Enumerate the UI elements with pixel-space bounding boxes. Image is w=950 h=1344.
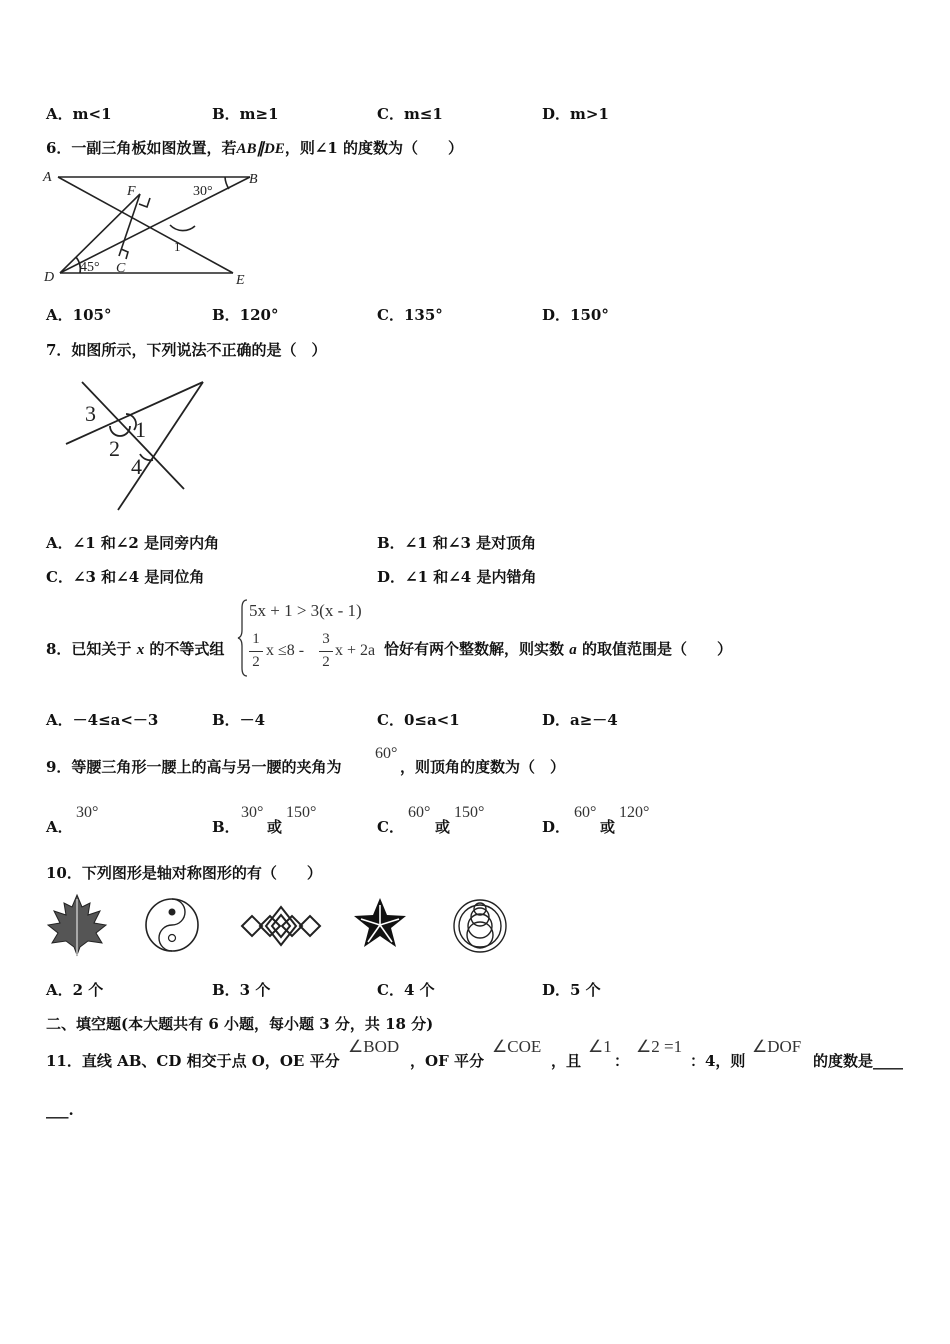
q6-label-b: B [249, 172, 258, 187]
q6-label-45deg: 45° [80, 260, 100, 275]
q9-option-c-value1: 60° [408, 804, 431, 821]
q8-system-brace [238, 598, 248, 678]
q8-eq2-mid: x ≤8 - [266, 642, 305, 659]
q6-label-e: E [236, 273, 245, 288]
q8-frac1-bar [249, 651, 263, 652]
q6-triangle-figure [40, 165, 280, 290]
q11-angle-dof: ∠DOF [752, 1037, 802, 1056]
q5-option-a: A．m<1 [46, 105, 112, 123]
q10-stem: 10．下列图形是轴对称图形的有（ ） [46, 864, 322, 882]
q11-angle-2: ∠2 =1 [636, 1037, 683, 1056]
q6-label-a: A [43, 170, 52, 185]
q11-stem-a: 11．直线 AB、CD 相交于点 O，OE 平分 [46, 1052, 340, 1070]
q6-label-30deg: 30° [193, 184, 213, 199]
q7-label-4: 4 [131, 454, 142, 479]
q9-stem-post: ，则顶角的度数为（ ） [400, 758, 566, 776]
q8-eq1: 5x + 1 > 3(x - 1) [249, 601, 362, 620]
q7-option-b: B．∠1 和∠3 是对顶角 [377, 534, 537, 552]
q7-option-d: D．∠1 和∠4 是内错角 [377, 568, 537, 586]
q8-eq2-end: x + 2a [335, 642, 376, 659]
q8-option-c: C．0≤a<1 [377, 711, 460, 729]
q8-stem-mid: 的不等式组 [149, 640, 225, 658]
q7-label-3: 3 [85, 401, 96, 426]
q8-stem-pre [46, 638, 224, 659]
q7-lines-figure [60, 378, 210, 518]
circles-icon [452, 895, 512, 957]
q8-stem-post-b: 的取值范围是（ ） [581, 640, 732, 658]
q6-label-c: C [116, 261, 126, 276]
q9-option-d-or: 或 [600, 818, 616, 836]
q11-blank-continued: ___. [46, 1101, 74, 1119]
q9-option-a-value: 30° [76, 804, 99, 821]
q5-option-d: D．m>1 [542, 105, 609, 123]
q8-option-d: D．a≥－4 [542, 711, 618, 729]
q9-option-c-letter: C． [377, 818, 404, 836]
q8-stem-post-a: 恰好有两个整数解，则实数 [384, 640, 565, 658]
q9-option-d-value1: 60° [574, 804, 597, 821]
maple-leaf-icon [44, 893, 110, 957]
q8-var-a: a [569, 642, 577, 658]
q8-frac2-bar [319, 651, 333, 652]
q9-option-b-value2: 150° [286, 804, 317, 821]
q8-frac1-den: 2 [252, 654, 260, 670]
q6-label-1: 1 [174, 239, 181, 254]
knot-icon [238, 903, 324, 949]
q6-stem-post: ，则∠1 的度数为（ ） [284, 139, 464, 157]
q6-stem-var: AB∥DE [236, 141, 285, 157]
q8-option-a: A．－4≤a<－3 [46, 711, 159, 729]
q11-angle-bod: ∠BOD [348, 1037, 400, 1056]
q5-option-b: B．m≥1 [212, 105, 279, 123]
q9-option-b-letter: B． [212, 818, 240, 836]
q9-option-d-letter: D． [542, 818, 571, 836]
q11-stem-d: ：4，则 [690, 1052, 746, 1070]
q9-option-c-value2: 150° [454, 804, 485, 821]
q8-stem-post [384, 638, 732, 659]
q9-option-a-letter: A． [46, 818, 73, 836]
q9-option-d-value2: 120° [619, 804, 650, 821]
section2-title: 二、填空题(本大题共有 6 小题，每小题 3 分，共 18 分) [46, 1015, 434, 1033]
q9-option-b-value1: 30° [241, 804, 264, 821]
yin-yang-icon [142, 895, 202, 955]
q8-var-x: x [136, 642, 145, 658]
q8-frac2-den: 2 [322, 654, 330, 670]
q7-option-a: A．∠1 和∠2 是同旁内角 [46, 534, 220, 552]
q6-label-d: D [44, 270, 55, 285]
q6-stem-pre: 6．一副三角板如图放置，若 [46, 139, 237, 157]
q6-stem [46, 137, 463, 158]
q7-label-2: 2 [109, 436, 120, 461]
q10-option-b: B．3 个 [212, 981, 271, 999]
q8-frac1-num: 1 [252, 631, 260, 647]
q11-colon: ： [614, 1052, 630, 1070]
star-icon [350, 895, 410, 955]
q9-stem-pre: 9．等腰三角形一腰上的高与另一腰的夹角为 [46, 758, 342, 776]
q6-option-c: C．135° [377, 306, 443, 324]
q8-frac2-num: 3 [322, 631, 330, 647]
q11-angle-1: ∠1 [588, 1037, 612, 1056]
q7-stem: 7．如图所示，下列说法不正确的是（ ） [46, 341, 327, 359]
q6-option-d: D．150° [542, 306, 609, 324]
q6-label-f: F [127, 184, 136, 199]
q11-stem-e: 的度数是____ [813, 1052, 904, 1070]
q6-option-a: A．105° [46, 306, 112, 324]
q10-option-c: C．4 个 [377, 981, 435, 999]
q11-stem-c: ，且 [551, 1052, 582, 1070]
q6-option-b: B．120° [212, 306, 279, 324]
q7-label-1: 1 [135, 417, 146, 442]
q10-option-a: A．2 个 [46, 981, 104, 999]
q7-option-c: C．∠3 和∠4 是同位角 [46, 568, 205, 586]
q8-stem-pre-text: 8．已知关于 [46, 640, 132, 658]
q11-stem-b: ，OF 平分 [410, 1052, 484, 1070]
q8-option-b: B．－4 [212, 711, 266, 729]
q9-angle: 60° [375, 745, 398, 762]
q5-option-c: C．m≤1 [377, 105, 443, 123]
q9-option-c-or: 或 [435, 818, 451, 836]
q11-angle-coe: ∠COE [492, 1037, 542, 1056]
q9-option-b-or: 或 [267, 818, 283, 836]
q10-option-d: D．5 个 [542, 981, 601, 999]
